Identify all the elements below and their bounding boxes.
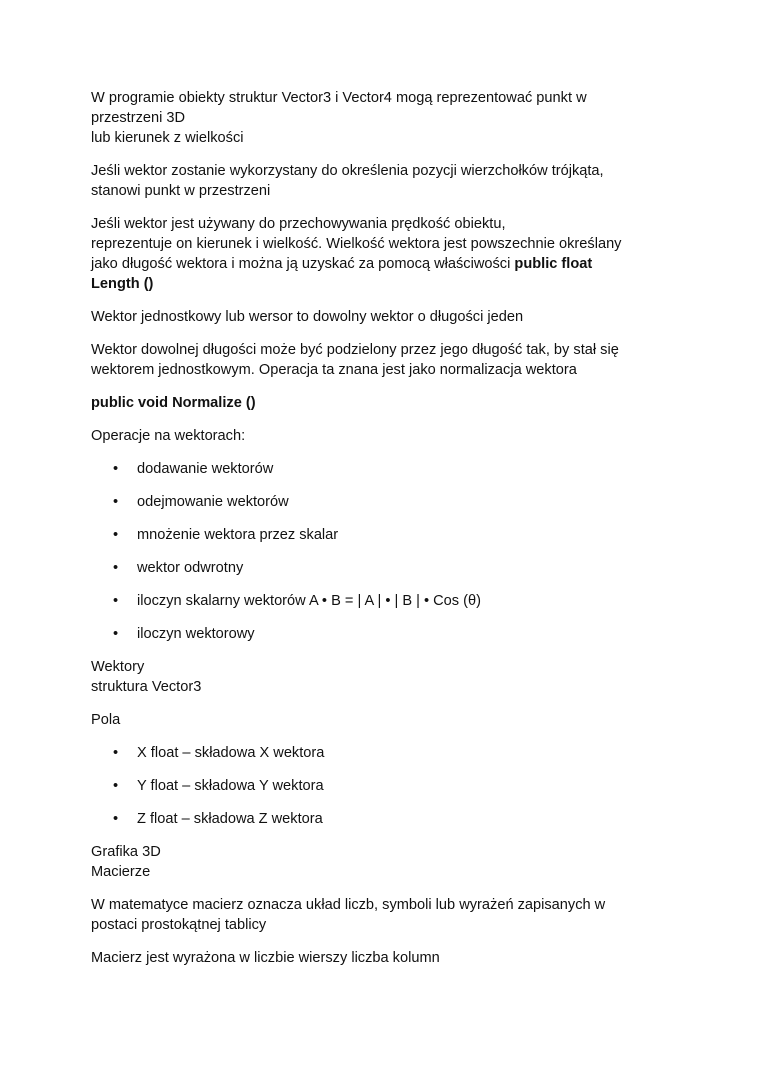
paragraph-vector-velocity xyxy=(91,214,680,294)
text-line: wektorem jednostkowym. Operacja ta znana jest jako normalizacja wektora xyxy=(91,362,577,378)
bullet-icon: • xyxy=(113,461,119,477)
list-item-text: Y float – składowa Y wektora xyxy=(137,778,324,794)
bullet-icon: • xyxy=(113,626,119,642)
paragraph-matrix-size: Macierz jest wyrażona w liczbie wierszy liczba kolumn xyxy=(91,950,440,966)
text-line: Wektor dowolnej długości może być podzielony przez jego długość tak, by stał się xyxy=(91,342,619,358)
bullet-icon: • xyxy=(113,560,119,576)
list-item xyxy=(91,809,680,829)
fields-list xyxy=(91,743,680,829)
bullet-icon: • xyxy=(113,494,119,510)
list-item xyxy=(91,459,680,479)
text-line: reprezentuje on kierunek i wielkość. Wielkość wektora jest powszechnie określany xyxy=(91,236,622,252)
list-item-text: mnożenie wektora przez skalar xyxy=(137,527,339,543)
code-length-property: public float xyxy=(514,256,593,272)
bullet-icon: • xyxy=(113,527,119,543)
text-line: stanowi punkt w przestrzeni xyxy=(91,183,271,199)
list-item xyxy=(91,776,680,796)
operations-heading: Operacje na wektorach: xyxy=(91,428,246,444)
paragraph-matrix-definition xyxy=(91,895,680,935)
list-item-text: iloczyn wektorowy xyxy=(137,626,255,642)
text-line: Jeśli wektor zostanie wykorzystany do określenia pozycji wierzchołków trójkąta, xyxy=(91,163,604,179)
list-item-text: dodawanie wektorów xyxy=(137,461,274,477)
list-item xyxy=(91,743,680,763)
list-item-text: X float – składowa X wektora xyxy=(137,745,325,761)
text-line: W matematyce macierz oznacza układ liczb, symboli lub wyrażeń zapisanych w xyxy=(91,897,606,913)
list-item xyxy=(91,492,680,512)
text-line: przestrzeni 3D xyxy=(91,110,186,126)
paragraph-vector-position xyxy=(91,161,680,201)
list-item-text: iloczyn skalarny wektorów A • B = | A | • | B | • Cos (θ) xyxy=(137,593,481,609)
list-item xyxy=(91,558,680,578)
paragraph-normalization xyxy=(91,340,680,380)
text-line: lub kierunek z wielkości xyxy=(91,130,244,146)
code-normalize-method: public void Normalize () xyxy=(91,395,256,411)
fields-heading: Pola xyxy=(91,712,121,728)
list-item-text: Z float – składowa Z wektora xyxy=(137,811,323,827)
section-heading-matrices xyxy=(91,842,680,882)
operations-list xyxy=(91,459,680,644)
code-length-property-cont: Length () xyxy=(91,276,154,292)
text-line: W programie obiekty struktur Vector3 i Vector4 mogą reprezentować punkt w xyxy=(91,90,587,106)
list-item xyxy=(91,525,680,545)
text-line: Macierze xyxy=(91,864,151,880)
text-line: jako długość wektora i można ją uzyskać za pomocą właściwości xyxy=(91,256,515,272)
text-line: Grafika 3D xyxy=(91,844,161,860)
paragraph-unit-vector: Wektor jednostkowy lub wersor to dowolny wektor o długości jeden xyxy=(91,309,524,325)
text-line: Wektory xyxy=(91,659,145,675)
text-line: Jeśli wektor jest używany do przechowywania prędkość obiektu, xyxy=(91,216,506,232)
list-item-text: wektor odwrotny xyxy=(137,560,244,576)
section-heading-vectors xyxy=(91,657,680,697)
bullet-icon: • xyxy=(113,593,119,609)
text-line: struktura Vector3 xyxy=(91,679,202,695)
list-item xyxy=(91,591,680,611)
bullet-icon: • xyxy=(113,811,119,827)
list-item xyxy=(91,624,680,644)
text-line: postaci prostokątnej tablicy xyxy=(91,917,267,933)
bullet-icon: • xyxy=(113,745,119,761)
paragraph-vector-intro xyxy=(91,88,680,148)
bullet-icon: • xyxy=(113,778,119,794)
list-item-text: odejmowanie wektorów xyxy=(137,494,289,510)
